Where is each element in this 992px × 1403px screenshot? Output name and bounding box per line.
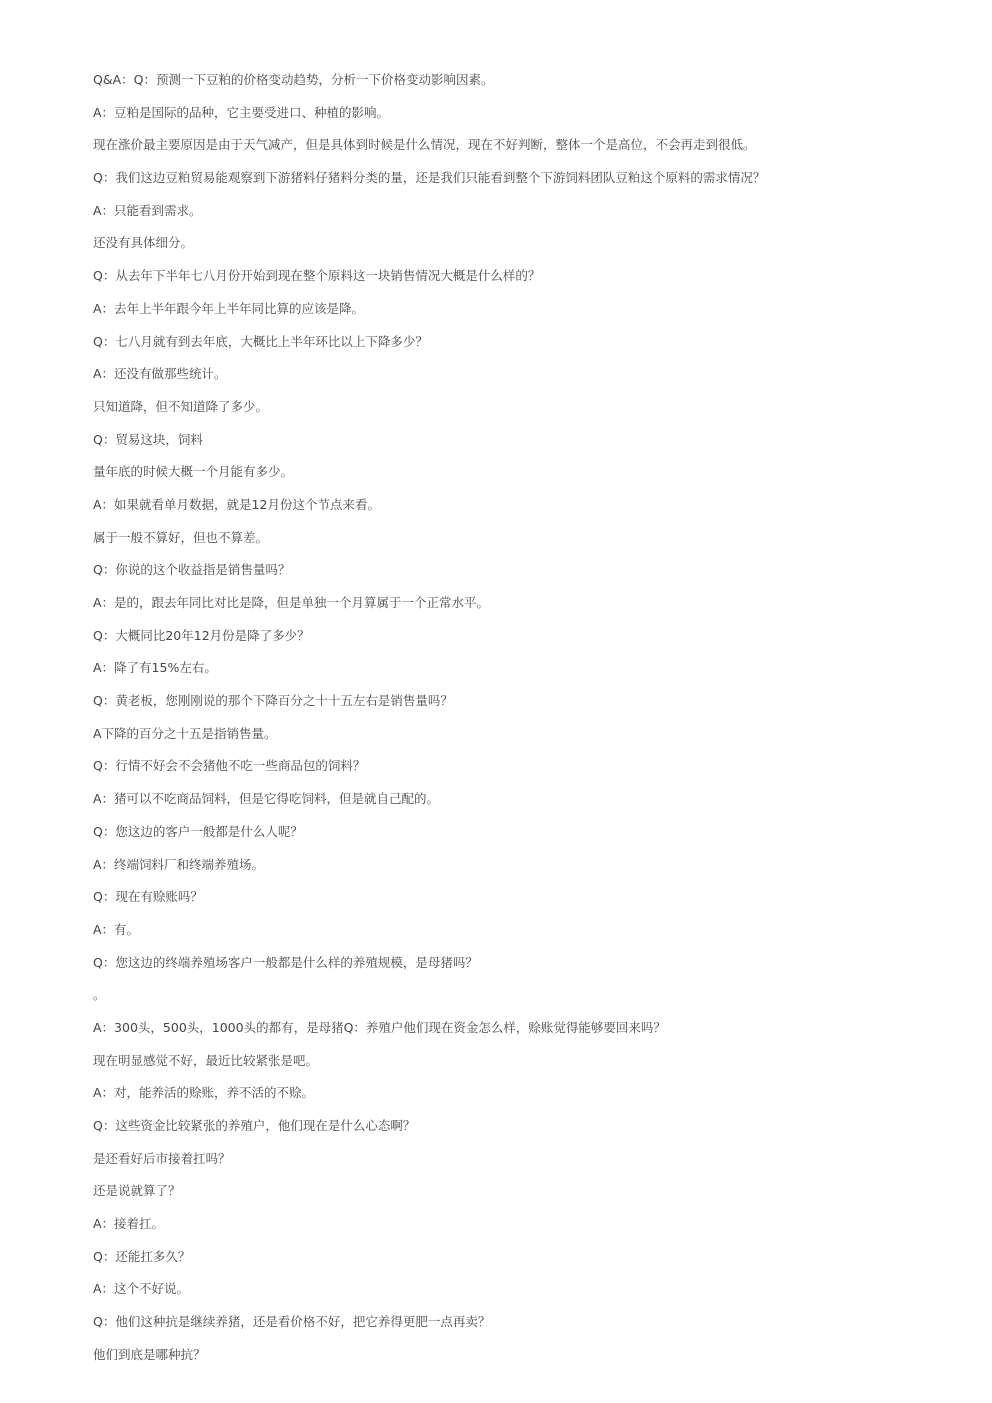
text-line: A：降了有15%左右。: [93, 660, 217, 676]
text-line: 。: [93, 987, 106, 1003]
text-line: A：接着扛。: [93, 1216, 165, 1232]
text-line: Q：七八月就有到去年底，大概比上半年环比以上下降多少？: [93, 333, 428, 349]
text-line: A：300头，500头，1000头的都有，是母猪Q：养殖户他们现在资金怎么样，赊账觉得能够要回来吗？: [93, 1019, 666, 1035]
qa-transcript: [93, 71, 953, 1379]
text-line: Q：他们这种抗是继续养猪，还是看价格不好，把它养得更肥一点再卖？: [93, 1314, 491, 1330]
text-line: Q：还能扛多久？: [93, 1248, 191, 1264]
text-line: Q：贸易这块，饲料: [93, 431, 203, 447]
text-line: 只知道降，但不知道降了多少。: [93, 398, 269, 414]
text-line: Q：现在有赊账吗？: [93, 889, 203, 905]
text-line: Q：你说的这个收益指是销售量吗？: [93, 562, 291, 578]
text-line: Q：您这边的终端养殖场客户一般都是什么样的养殖规模，是母猪吗？: [93, 954, 478, 970]
text-line: A：终端饲料厂和终端养殖场。: [93, 856, 265, 872]
text-line: Q：我们这边豆粕贸易能观察到下游猪料仔猪料分类的量，还是我们只能看到整个下游饲料团队豆粕这个原料的需求情况？: [93, 170, 766, 186]
text-line: 他们到底是哪种抗？: [93, 1346, 206, 1362]
text-line: Q：这些资金比较紧张的养殖户，他们现在是什么心态啊？: [93, 1118, 416, 1133]
text-line: Q：黄老板，您刚刚说的那个下降百分之十十五左右是销售量吗？: [93, 693, 453, 709]
text-line: A：猪可以不吃商品饲料，但是它得吃饲料，但是就自己配的。: [93, 791, 440, 807]
text-line: A：只能看到需求。: [93, 202, 202, 218]
text-line: A：还没有做那些统计。: [93, 366, 227, 382]
text-line: 是还看好后市接着扛吗？: [93, 1150, 231, 1166]
text-line: Q：从去年下半年七八月份开始到现在整个原料这一块销售情况大概是什么样的？: [93, 268, 541, 284]
text-line: A：对，能养活的赊账，养不活的不赊。: [93, 1085, 315, 1101]
text-line: 属于一般不算好，但也不算差。: [93, 529, 269, 545]
text-line: Q：大概同比20年12月份是降了多少？: [93, 627, 310, 643]
text-line: 现在明显感觉不好，最近比较紧张是吧。: [93, 1052, 319, 1068]
text-line: A：有。: [93, 921, 140, 937]
text-line: 量年底的时候大概一个月能有多少。: [93, 464, 294, 480]
text-line: A：去年上半年跟今年上半年同比算的应该是降。: [93, 300, 365, 316]
text-line: 还没有具体细分。: [93, 235, 194, 251]
text-line: A：是的，跟去年同比对比是降，但是单独一个月算属于一个正常水平。: [93, 595, 490, 610]
text-line: Q：行情不好会不会猪他不吃一些商品包的饲料？: [93, 758, 366, 774]
text-line: 还是说就算了？: [93, 1183, 181, 1199]
text-line: Q&A：Q：预测一下豆粕的价格变动趋势，分析一下价格变动影响因素。: [93, 72, 494, 87]
text-line: A：豆粕是国际的品种，它主要受进口、种植的影响。: [93, 104, 390, 120]
text-line: A下降的百分之十五是指销售量。: [93, 725, 277, 741]
text-line: 现在涨价最主要原因是由于天气减产，但是具体到时候是什么情况，现在不好判断，整体一个是高位，不会再走到很低。: [93, 137, 756, 153]
text-line: A：如果就看单月数据，就是12月份这个节点来看。: [93, 496, 380, 512]
text-line: Q：您这边的客户一般都是什么人呢？: [93, 823, 303, 839]
text-line: A：这个不好说。: [93, 1281, 190, 1297]
